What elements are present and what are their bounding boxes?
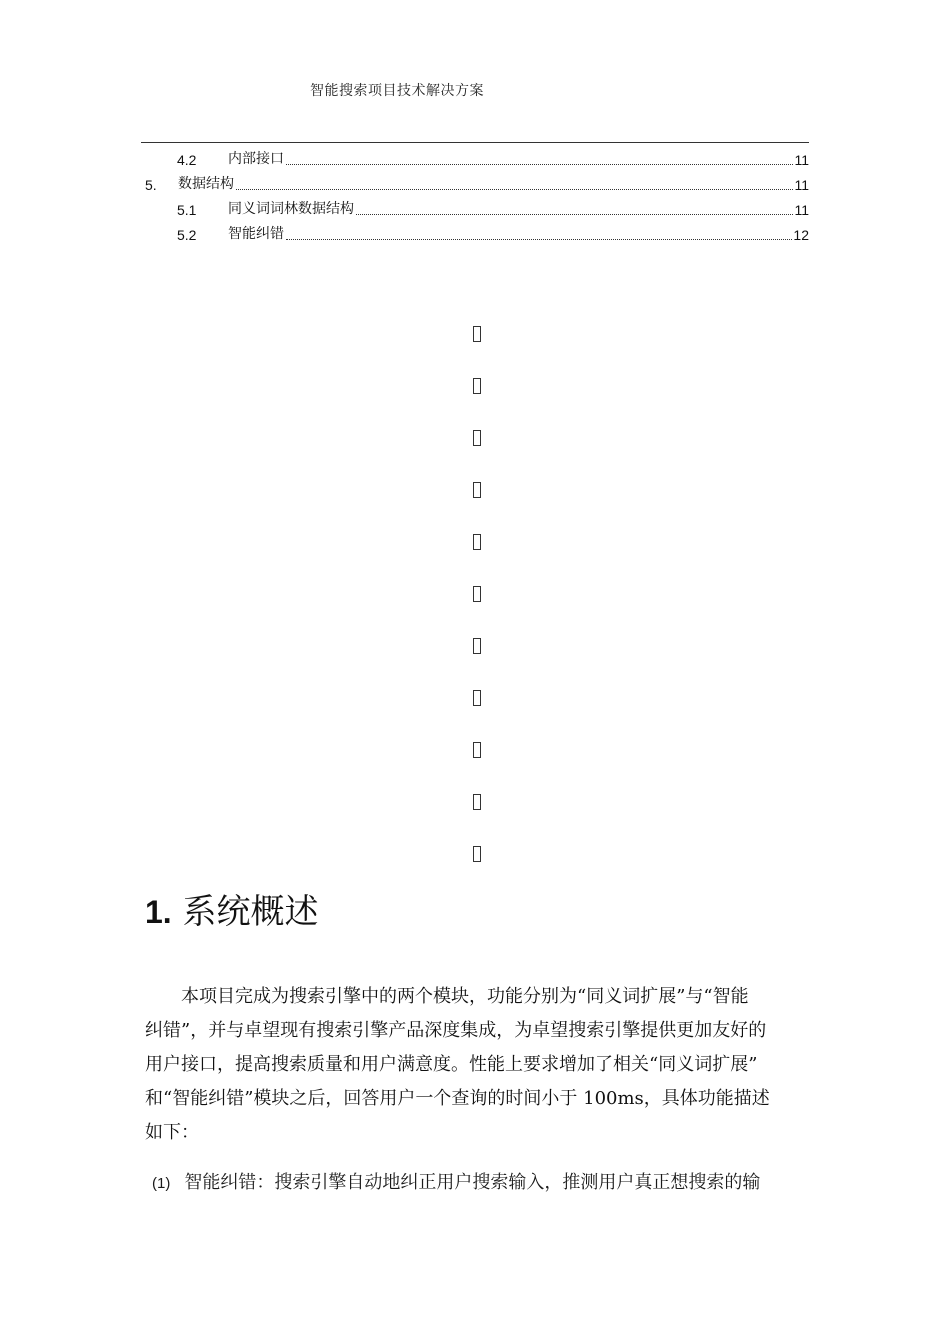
overview-paragraph bbox=[145, 982, 809, 1152]
toc-entry[interactable] bbox=[141, 196, 809, 221]
toc-entry[interactable] bbox=[141, 171, 809, 196]
section-heading bbox=[145, 884, 319, 933]
toc-entry-label: 数据结构 bbox=[178, 175, 234, 191]
missing-glyph-box bbox=[473, 586, 481, 602]
running-header: 智能搜索项目技术解决方案 bbox=[310, 83, 484, 99]
paragraph-line: 如下： bbox=[145, 1122, 199, 1143]
missing-glyph-box bbox=[473, 638, 481, 654]
toc-entry-page: 11 bbox=[794, 177, 809, 193]
missing-glyph-box bbox=[473, 690, 481, 706]
paragraph-line: 本项目完成为搜索引擎中的两个模块，功能分别为“同义词扩展”与“智能 bbox=[181, 986, 749, 1007]
list-item bbox=[152, 1168, 809, 1199]
toc-dot-leader bbox=[286, 164, 793, 165]
missing-glyph-box bbox=[473, 326, 481, 342]
missing-glyph-box bbox=[473, 794, 481, 810]
missing-glyph-box bbox=[473, 534, 481, 550]
toc-dot-leader bbox=[356, 214, 793, 215]
toc-dot-leader bbox=[236, 189, 793, 190]
toc-entry[interactable] bbox=[141, 146, 809, 171]
missing-glyph-column bbox=[473, 326, 487, 898]
toc-entry-label: 智能纠错 bbox=[228, 225, 284, 241]
toc-entry-label: 内部接口 bbox=[228, 150, 284, 166]
section-title: 系统概述 bbox=[182, 892, 319, 932]
toc-entry-page: 11 bbox=[794, 152, 809, 168]
toc-entry-number: 5.1 bbox=[177, 202, 197, 218]
missing-glyph-box bbox=[473, 482, 481, 498]
paragraph-line: 纠错”，并与卓望现有搜索引擎产品深度集成，为卓望搜索引擎提供更加友好的 bbox=[145, 1020, 767, 1041]
list-item-marker: (1) bbox=[152, 1175, 171, 1192]
toc-entry-page: 12 bbox=[793, 227, 809, 243]
paragraph-line: 用户接口，提高搜索质量和用户满意度。性能上要求增加了相关“同义词扩展” bbox=[145, 1054, 758, 1075]
missing-glyph-box bbox=[473, 846, 481, 862]
toc-entry[interactable] bbox=[141, 221, 809, 246]
list-item-text: 智能纠错：搜索引擎自动地纠正用户搜索输入，推测用户真正想搜索的输 bbox=[184, 1172, 761, 1193]
section-number: 1. bbox=[145, 894, 172, 930]
missing-glyph-box bbox=[473, 430, 481, 446]
toc-dot-leader bbox=[286, 239, 792, 240]
header-divider bbox=[141, 142, 809, 143]
toc-entry-label: 同义词词林数据结构 bbox=[228, 200, 354, 216]
missing-glyph-box bbox=[473, 742, 481, 758]
table-of-contents bbox=[141, 146, 809, 246]
paragraph-line: 和“智能纠错”模块之后，回答用户一个查询的时间小于 100ms，具体功能描述 bbox=[145, 1088, 770, 1109]
toc-entry-number: 4.2 bbox=[177, 152, 197, 168]
toc-entry-number: 5. bbox=[145, 177, 157, 193]
missing-glyph-box bbox=[473, 378, 481, 394]
toc-entry-number: 5.2 bbox=[177, 227, 197, 243]
toc-entry-page: 11 bbox=[794, 202, 809, 218]
